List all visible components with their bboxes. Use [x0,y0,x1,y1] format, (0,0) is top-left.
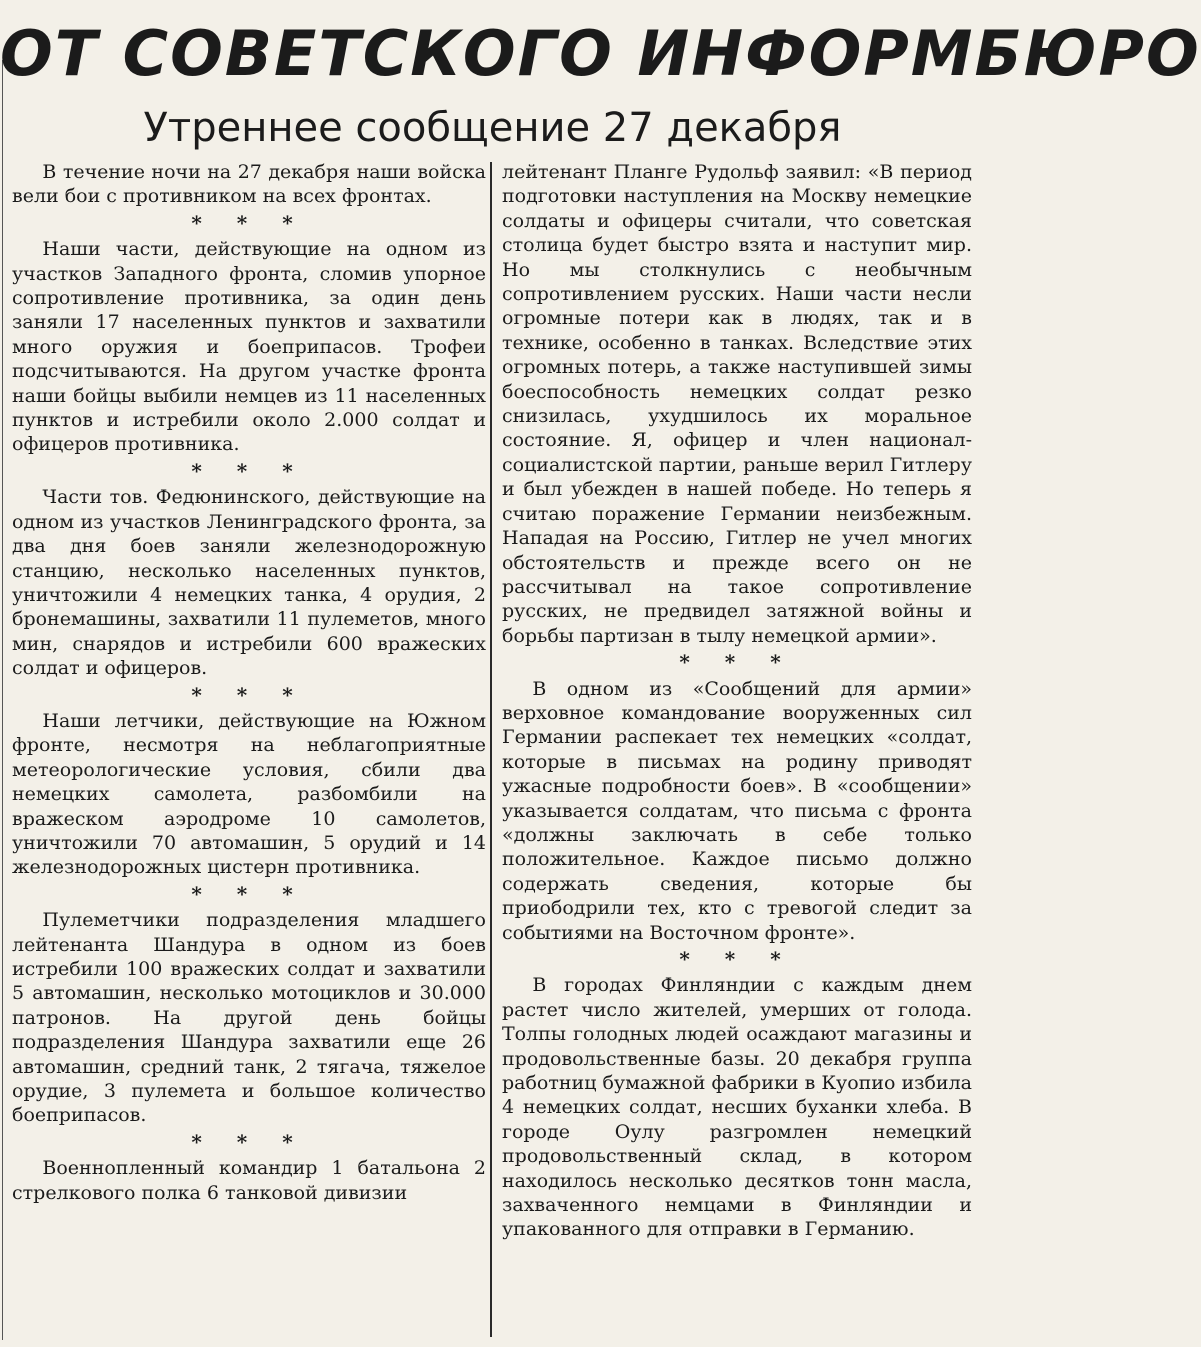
article-paragraph: В одном из «Сообщений для армии» верховное командование вооруженных сил Германии распекает тех немецких «солдат, которые в письмах на родину приводят ужасные подробности боев». В «сообщении» указывается солдатам, что письма с фронта «должны заключать в себе только положительное. Каждое письмо должно содержать сведения, которые бы приободрили тех, кто с тревогой следит за событиями на Восточном фронте». [502,677,972,944]
article-paragraph-continued: лейтенант Планге Рудольф заявил: «В период подготовки наступления на Москву немецкие солдаты и офицеры считали, что советская столица будет быстро взята и наступит мир. Но мы столкнулись с необычным сопротивлением русских. Наши части несли огромные потери как в людях, так и в технике, особенно в танках. Вследствие этих огромных потерь, а также наступившей зимы боеспособность немецких солдат резко снизилась, ухудшилось их моральное состояние. Я, офицер и член национал-социалистской партии, раньше верил Гитлеру и был убежден в нашей победе. Но теперь я считаю поражение Германии неизбежным. Нападая на Россию, Гитлер не учел многих обстоятельств и прежде всего он не рассчитывал на такое сопротивление русских, не предвидел затяжной войны и борьбы партизан в тылу немецкой армии». [502,161,972,647]
article-paragraph: Наши летчики, действующие на Южном фронте, несмотря на неблагоприятные метеорологические условия, сбили два немецких самолета, разбомбили на вражеском аэродроме 10 самолетов, уничтожили 70 автомашин, 5 орудий и 14 железнодорожных цистерн противника. [12,709,486,879]
article-paragraph: В течение ночи на 27 декабря наши войска вели бои с противником на всех фронтах. [12,161,486,208]
masthead: ОТ СОВЕТСКОГО ИНФОРМБЮРО [0,17,1201,90]
article-paragraph: В городах Финляндии с каждым днем растет число жителей, умерших от голода. Толпы голодных людей осаждают магазины и продовольственные базы. 20 декабря группа работниц бумажной фабрики в Куопио избила 4 немецких солдат, несших буханки хлеба. В городе Оулу разгромлен немецкий продовольственный склад, в котором находилось несколько десятков тонн масла, захваченного немцами в Финляндии и упакованного для отправки в Германию. [502,974,972,1241]
section-separator: * * * [191,682,307,707]
section-separator: * * * [191,1129,307,1154]
section-separator: * * * [191,881,307,906]
page-subtitle: Утреннее сообщение 27 декабря [143,105,842,151]
page-edge-rule [2,60,3,1340]
section-separator: * * * [679,650,795,675]
right-column [502,160,972,1347]
section-separator: * * * [679,947,795,971]
left-column [12,160,486,1347]
column-divider [490,162,492,1337]
article-paragraph: Части тов. Федюнинского, действующие на одном из участков Ленинградского фронта, за два дня боев заняли железнодорожную станцию, несколько населенных пунктов, уничтожили 4 немецких танка, 4 орудия, 2 бронемашины, захватили 11 пулеметов, много мин, снарядов и истребили 600 вражеских солдат и офицеров. [12,486,486,680]
article-paragraph: Военнопленный командир 1 батальона 2 стрелкового полка 6 танковой дивизии [12,1157,486,1204]
article-paragraph: Пулеметчики подразделения младшего лейтенанта Шандура в одном из боев истребили 100 вражеских солдат и захватили 5 автомашин, несколько мотоциклов и 30.000 патронов. На другой день бойцы подразделения Шандура захватили еще 26 автомашин, средний танк, 2 тягача, тяжелое орудие, 3 пулемета и большое количество боеприпасов. [12,909,486,1127]
article-paragraph: Наши части, действующие на одном из участков Западного фронта, сломив упорное сопротивление противника, за один день заняли 17 населенных пунктов и захватили много оружия и боеприпасов. Трофеи подсчитываются. На другом участке фронта наши бойцы выбили немцев из 11 населенных пунктов и истребили около 2.000 солдат и офицеров противника. [12,238,486,456]
section-separator: * * * [191,210,307,235]
section-separator: * * * [191,458,307,483]
